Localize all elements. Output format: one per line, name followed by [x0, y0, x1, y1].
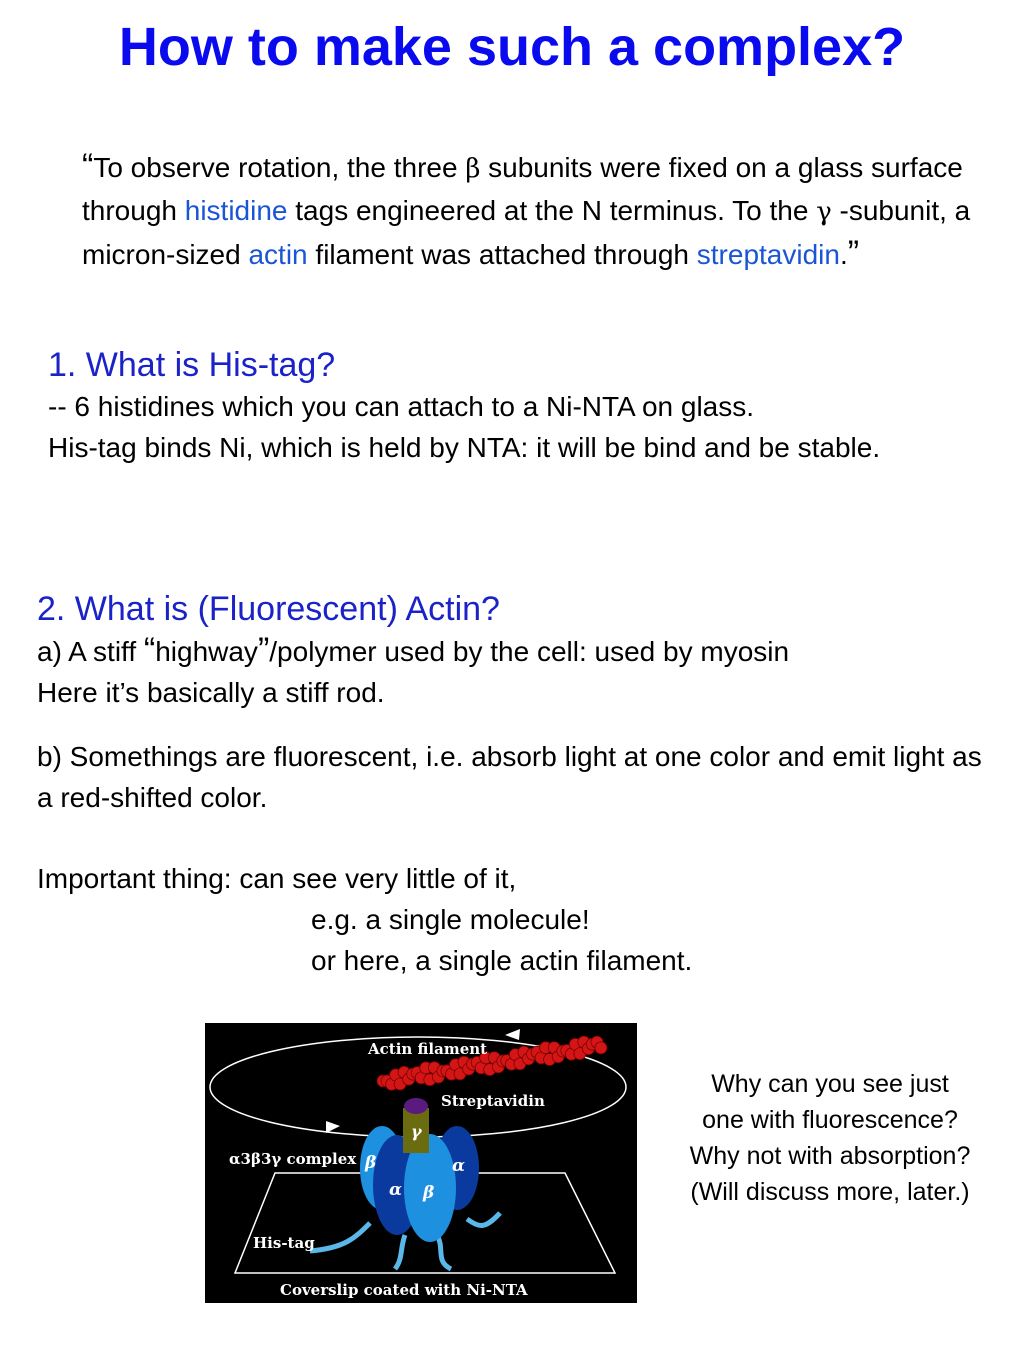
- subunit-beta-letter-left: β: [365, 1153, 377, 1173]
- open-quote-mark: “: [82, 147, 94, 185]
- important-line-3: or here, a single actin filament.: [311, 945, 693, 976]
- rotation-assay-diagram: [205, 1023, 637, 1303]
- side-note-line-2: one with fluorescence?: [702, 1106, 958, 1134]
- rotation-arrow-top: [505, 1029, 520, 1040]
- fluorescence-point-b: b) Somethings are fluorescent, i.e. absorb light at one color and emit light as a red-shifted color.: [37, 741, 982, 813]
- side-note-line-1: Why can you see just: [711, 1070, 949, 1098]
- page-title: How to make such a complex?: [118, 17, 906, 77]
- his-tag-heading: 1. What is His-tag?: [48, 346, 336, 384]
- quote-text-3: tags engineered at the N terminus. To the: [287, 195, 817, 226]
- label-his-tag: His-tag: [253, 1234, 315, 1252]
- his-tag-line-1: -- 6 histidines which you can attach to a Ni-NTA on glass.: [48, 391, 755, 422]
- section-his-tag: [48, 344, 998, 468]
- actin-a-rest: /polymer used by the cell: used by myosin: [269, 636, 790, 667]
- quote-text-1: To observe rotation, the three: [93, 152, 466, 183]
- important-line-1: Important thing: can see very little of it,: [37, 863, 517, 894]
- side-note-line-3: Why not with absorption?: [689, 1142, 971, 1170]
- term-actin: actin: [248, 239, 308, 270]
- actin-monomer: [595, 1042, 607, 1054]
- close-quote-mark: ”: [847, 234, 860, 272]
- subunit-gamma-letter: γ: [411, 1122, 422, 1141]
- quote-text-4: -subunit, a micron-sized: [82, 195, 971, 270]
- label-coverslip: Coverslip coated with Ni-NTA: [280, 1281, 528, 1299]
- quote-text-2: subunits were fixed on a glass surface through: [82, 152, 963, 226]
- side-note-line-4: (Will discuss more, later.): [690, 1178, 970, 1206]
- open-quote-mark: “: [143, 631, 156, 669]
- label-complex: α3β3γ complex: [229, 1150, 357, 1168]
- term-histidine: histidine: [184, 195, 288, 226]
- rotation-arrow-bottom: [326, 1121, 340, 1133]
- section-fluorescent-actin: [37, 588, 997, 713]
- gamma-symbol: γ: [816, 197, 832, 227]
- his-tag-tail-right: [467, 1213, 500, 1225]
- term-streptavidin: streptavidin: [696, 239, 840, 270]
- quote-paragraph: [82, 146, 982, 275]
- subunit-beta-letter-front: β: [423, 1183, 435, 1203]
- beta-symbol: β: [465, 154, 481, 184]
- actin-heading: 2. What is (Fluorescent) Actin?: [37, 590, 500, 628]
- his-tag-tail-mid-right: [437, 1235, 451, 1269]
- rotation-assay-figure: [205, 1023, 637, 1303]
- actin-a-word: highway: [155, 636, 258, 667]
- label-streptavidin: Streptavidin: [441, 1092, 545, 1110]
- actin-point-a: [37, 630, 997, 672]
- close-quote-mark: ”: [257, 631, 270, 669]
- quote-text-6: .: [839, 239, 848, 270]
- side-note: [652, 1066, 1008, 1210]
- streptavidin-molecule: [404, 1098, 428, 1114]
- his-tag-line-2: His-tag binds Ni, which is held by NTA: it will be bind and be stable.: [48, 432, 881, 463]
- his-tag-tail-mid-left: [395, 1235, 405, 1269]
- subunit-alpha-letter-front: α: [389, 1180, 403, 1200]
- important-line-2: e.g. a single molecule!: [311, 904, 590, 935]
- quote-text-5: filament was attached through: [307, 239, 697, 270]
- subunit-alpha-letter-right: α: [452, 1156, 466, 1176]
- actin-point-a-line-2: Here it’s basically a stiff rod.: [37, 677, 385, 708]
- important-note: [37, 858, 997, 981]
- actin-a-prefix: a) A stiff: [37, 636, 144, 667]
- label-actin-filament: Actin filament: [368, 1040, 488, 1058]
- his-tag-tail-left: [310, 1223, 370, 1251]
